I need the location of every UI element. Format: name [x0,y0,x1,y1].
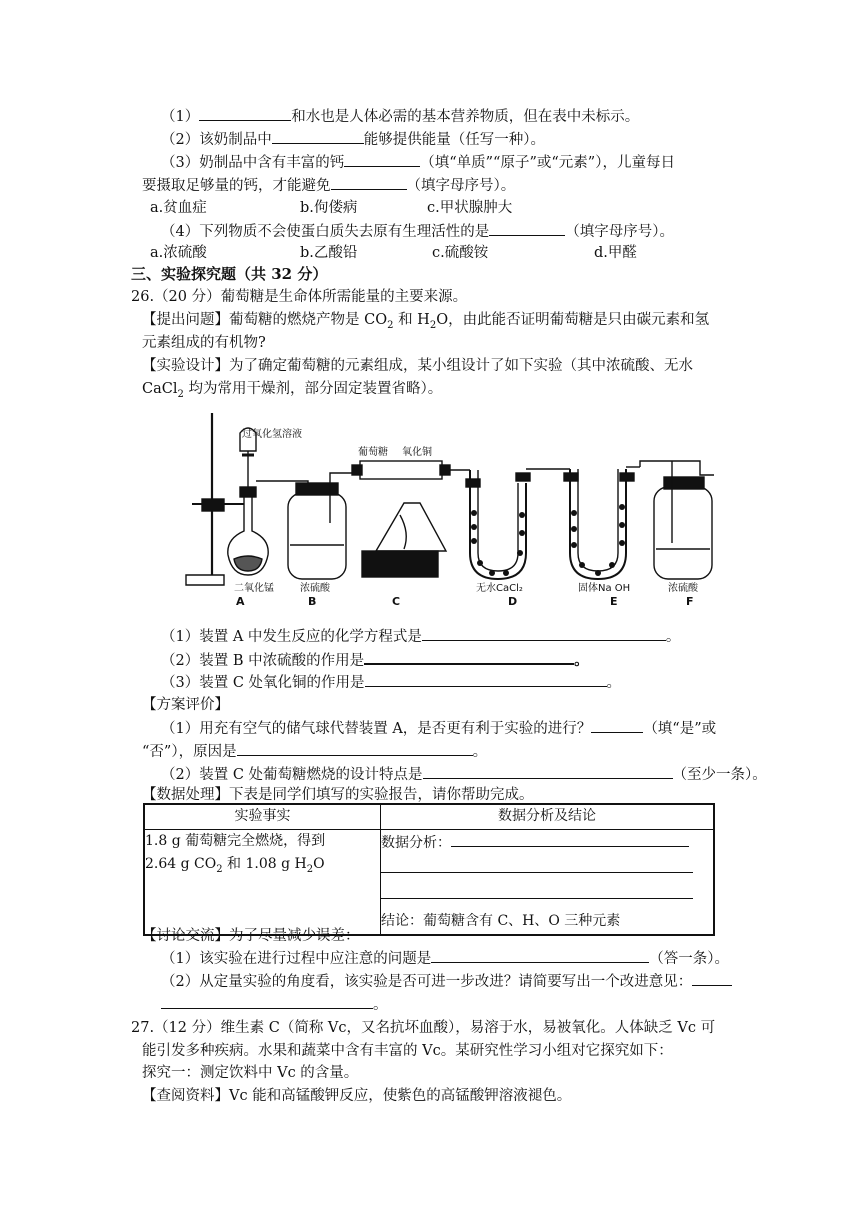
option-a: a.浓硫酸 [150,245,207,261]
table-header: 数据分析及结论 [381,804,715,830]
option-b: b.乙酸铅 [300,245,358,261]
table-header: 实验事实 [144,804,381,830]
bottle-f [654,487,712,579]
answer-blank[interactable] [364,649,574,665]
label-glucose: 葡萄糖 [358,447,388,458]
stand-base [186,575,224,585]
answer-blank[interactable] [331,175,407,190]
q26-s3: （3）装置 C 处氧化铜的作用是 。 [161,672,621,693]
label-a: A [236,595,245,608]
q26-e2: （2）装置 C 处葡萄糖燃烧的设计特点是 （至少一条）。 [161,764,767,785]
q26-e1b: “否”），原因是 。 [142,741,487,762]
q25-line2: （2）该奶制品中 能够提供能量（任写一种）。 [161,129,545,150]
q25-line1: （1） 和水也是人体必需的基本营养物质，但在表中未标示。 [161,106,639,127]
label-h2so4-f: 浓硫酸 [668,583,698,594]
answer-blank[interactable] [161,994,373,1009]
q26-eval-tag: 【方案评价】 [142,697,229,713]
label-mno2: 二氧化锰 [234,583,274,594]
answer-blank[interactable] [237,741,473,756]
lamp [376,503,446,551]
desiccant-granules [471,504,625,576]
label-e: E [610,595,618,608]
q27-line3: 探究一：测定饮料中 Vc 的含量。 [142,1065,359,1081]
q26-d2: （2）从定量实验的角度看，该实验是否可进一步改进？请简要写出一个改进意见： [161,971,732,992]
answer-blank[interactable] [365,672,607,687]
answer-blank[interactable] [381,858,693,873]
option-c: c.硫酸铵 [432,245,489,261]
bottle-b [288,493,346,579]
label-b: B [308,595,317,608]
answer-blank[interactable] [344,152,420,167]
answer-blank[interactable] [272,129,364,144]
answer-blank[interactable] [692,971,732,986]
answer-blank[interactable] [422,626,666,641]
label-d: D [508,595,518,608]
q26-design: 【实验设计】为了确定葡萄糖的元素组成，某小组设计了如下实验（其中浓硫酸、无水 [142,358,693,374]
option-a: a.贫血症 [150,200,207,216]
label-cacl2: 无水CaCl₂ [476,583,523,594]
section-heading: 三、实验探究题（共 32 分） [131,265,328,283]
option-b: b.佝偻病 [300,200,358,216]
conclusion: 结论：葡萄糖含有 C、H、O 三种元素 [381,913,621,929]
answer-blank[interactable] [451,832,689,847]
q26-s2: （2）装置 B 中浓硫酸的作用是 。 [161,649,589,671]
label-h2o2: 过氧化氢溶液 [242,429,302,440]
label-cuo: 氧化铜 [402,447,432,458]
q25-line3b: 要摄取足够量的钙，才能避免 （填字母序号）。 [142,175,515,196]
answer-blank[interactable] [381,884,693,899]
answer-blank[interactable] [431,948,649,963]
q26-data: 【数据处理】下表是同学们填写的实验报告，请你帮助完成。 [142,787,534,803]
q26-d2b: 。 [161,994,388,1015]
option-d: d.甲醛 [594,245,637,261]
analysis-cell: 数据分析： 结论：葡萄糖含有 C、H、O 三种元素 [381,830,715,936]
q27-line1: 27.（12 分）维生素 C（简称 Vc，又名抗坏血酸），易溶于水，易被氧化。人体缺乏 Vc 可 [131,1020,716,1036]
option-c: c.甲状腺肿大 [427,200,513,216]
q26-s1: （1）装置 A 中发生反应的化学方程式是 。 [161,626,680,647]
answer-blank[interactable] [423,764,673,779]
report-table [143,803,715,936]
q25-line3: （3）奶制品中含有丰富的钙 （填“单质”“原子”或“元素”），儿童每日 [161,152,675,173]
label-h2so4-b: 浓硫酸 [300,583,330,594]
q25-line4: （4）下列物质不会使蛋白质失去原有生理活性的是 （填字母序号）。 [161,221,674,242]
q26-question-cont: 元素组成的有机物? [142,335,266,351]
label-f: F [686,595,694,608]
q26-d1: （1）该实验在进行过程中应注意的问题是 （答一条）。 [161,948,729,969]
answer-blank[interactable] [591,718,643,733]
heater-block [362,551,438,577]
q26-disc: 【讨论交流】为了尽量减少误差： [142,928,360,944]
q26-question: 【提出问题】葡萄糖的燃烧产物是 $CO_2$ 和 $H_2O$，由此能否证明葡萄糖是只由碳元素和氢 [142,312,710,331]
label-c: C [392,595,401,608]
fact-cell: 1.8 g 葡萄糖完全燃烧，得到 2.64 g $CO_2$ 和 1.08 g $H_2O$ [144,830,381,936]
answer-blank[interactable] [489,221,565,236]
label-naoh: 固体Na OH [578,583,631,594]
answer-blank[interactable] [199,106,291,121]
q26-heading: 26.（20 分）葡萄糖是生命体所需能量的主要来源。 [131,289,468,305]
q26-e1: （1）用充有空气的储气球代替装置 A，是否更有利于实验的进行？ （填“是”或 [161,718,716,739]
q27-line2: 能引发多种疾病。水果和蔬菜中含有丰富的 Vc。某研究性学习小组对它探究如下： [142,1043,673,1059]
apparatus-diagram [180,403,720,613]
q27-line4: 【查阅资料】Vc 能和高锰酸钾反应，使紫色的高锰酸钾溶液褪色。 [142,1088,572,1104]
combustion-tube [360,461,442,479]
q26-design-cont: CaCl$_2$ 均为常用干燥剂，部分固定装置省略）。 [142,381,443,400]
